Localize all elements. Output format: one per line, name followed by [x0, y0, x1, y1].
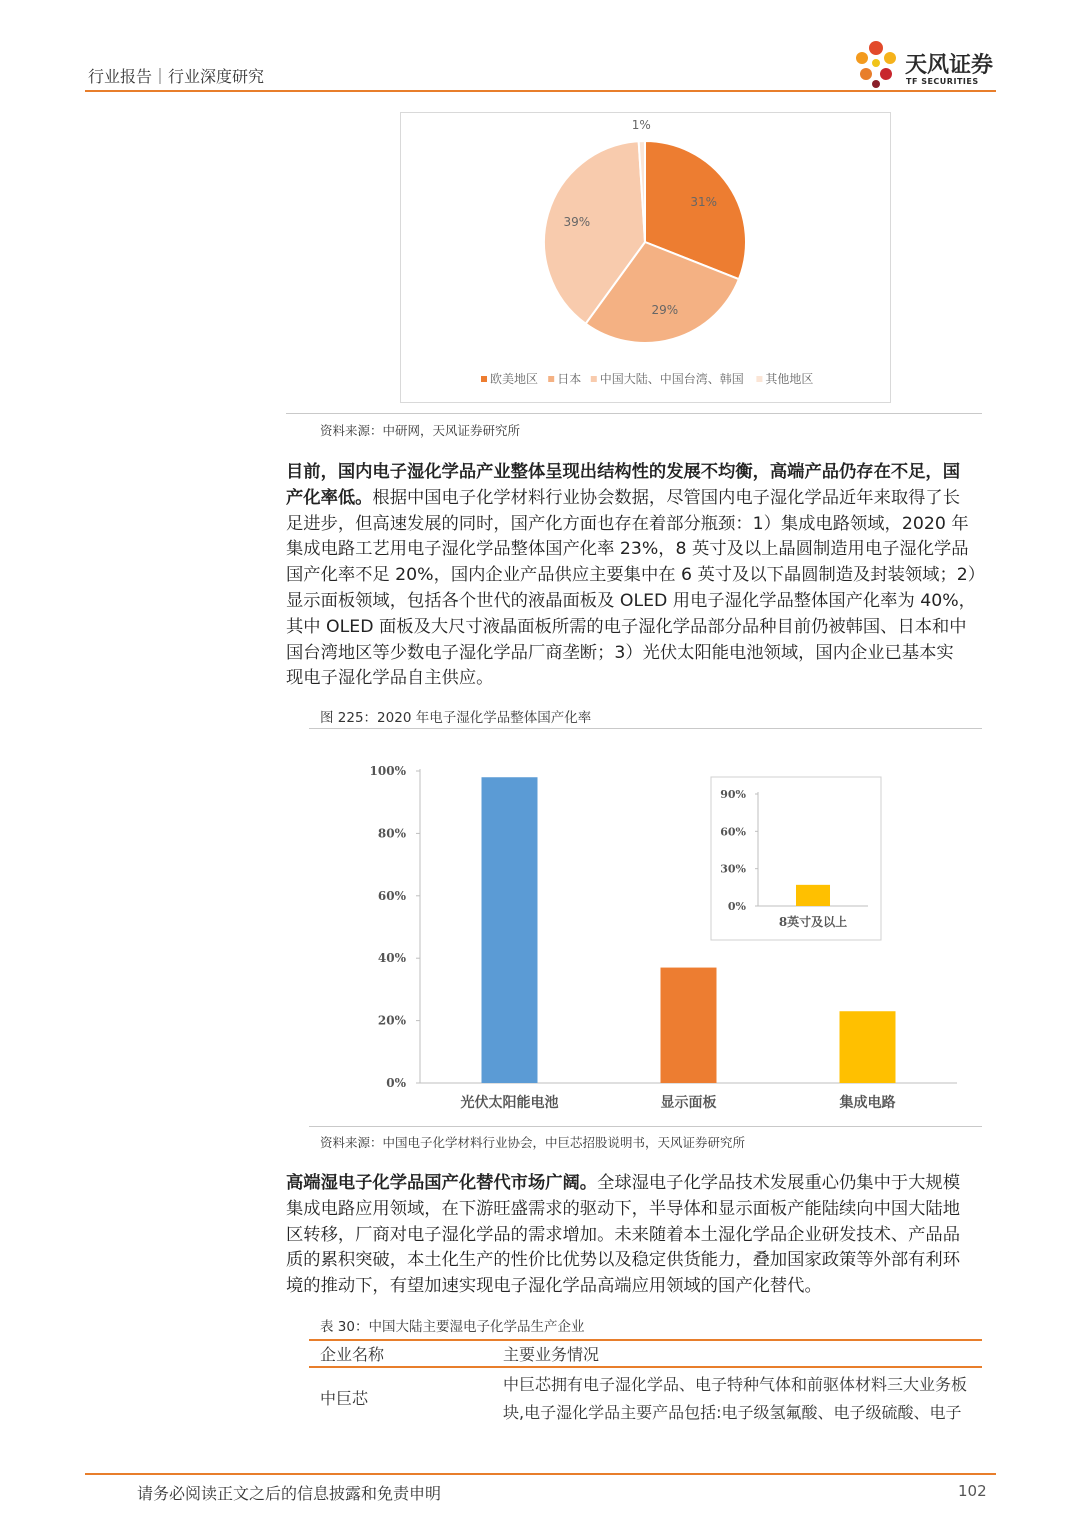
inset-bar	[796, 885, 830, 906]
header-section-label: 行业报告｜行业深度研究	[88, 67, 265, 86]
bar-source-note: 资料来源：中国电子化学材料行业协会，中巨芯招股说明书，天风证券研究所	[320, 1135, 746, 1150]
legend-swatch	[591, 376, 597, 382]
table-top-rule	[309, 1339, 982, 1341]
figure-top-rule	[309, 728, 982, 729]
pie-source-note: 资料来源：中研网，天风证券研究所	[320, 423, 521, 438]
y-tick-label: 40%	[377, 951, 406, 966]
bar-chart	[320, 745, 980, 1125]
legend-swatch	[548, 376, 554, 382]
table-cell-business-line: 中巨芯拥有电子湿化学品、电子特种气体和前驱体材料三大业务板	[503, 1375, 968, 1394]
paragraph-substitution-market	[286, 1171, 996, 1300]
legend-label: 其他地区	[765, 372, 814, 386]
pie-data-label: 29%	[651, 303, 679, 318]
figure-bottom-rule	[286, 413, 982, 414]
page-number: 102	[958, 1482, 987, 1500]
figure-bottom-rule	[309, 1126, 982, 1127]
figure-title: 图 225：2020 年电子湿化学品整体国产化率	[320, 710, 592, 726]
legend-swatch	[481, 376, 487, 382]
text-line: 现电子湿化学品自主供应。	[286, 668, 494, 689]
paragraph-domestic-status	[286, 460, 996, 692]
text-line: 集成电路工艺用电子湿化学品整体国产化率 23%，8 英寸及以上晶圆制造用电子湿化学品	[286, 539, 969, 560]
bar	[840, 1011, 896, 1083]
footer-disclaimer: 请务必阅读正文之后的信息披露和免责申明	[137, 1484, 442, 1503]
inset-y-tick-label: 60%	[720, 825, 746, 839]
legend-label: 欧美地区	[490, 372, 539, 386]
text-line: 目前，国内电子湿化学品产业整体呈现出结构性的发展不均衡，高端产品仍存在不足，国	[286, 462, 960, 482]
x-tick-label: 显示面板	[660, 1095, 717, 1111]
legend-label: 日本	[557, 372, 582, 386]
text-line: 显示面板领域，包括各个世代的液晶面板及 OLED 用电子湿化学品整体国产化率为 40%，	[286, 590, 976, 611]
pie-data-label: 1%	[631, 118, 651, 133]
pie-data-label: 31%	[690, 195, 718, 210]
inset-y-tick-label: 30%	[720, 862, 746, 876]
pie-data-label: 39%	[563, 215, 591, 230]
legend-swatch	[756, 376, 762, 382]
text-line: 集成电路应用领域，在下游旺盛需求的驱动下，半导体和显示面板产能陆续向中国大陆地	[286, 1198, 960, 1219]
text-line: 其中 OLED 面板及大尺寸液晶面板所需的电子湿化学品部分品种目前仍被韩国、日本和中	[286, 616, 967, 637]
flower-logo-icon	[848, 36, 904, 92]
text-line: 区转移，厂商对电子湿化学品的需求增加。未来随着本土湿化学品企业研发技术、产品品	[286, 1224, 960, 1245]
bar	[661, 968, 717, 1083]
y-tick-label: 0%	[386, 1076, 406, 1090]
text-line: 高端湿电子化学品国产化替代市场广阔。全球湿电子化学品技术发展重心仍集中于大规模	[286, 1173, 960, 1193]
table-header-business: 主要业务情况	[503, 1345, 600, 1364]
inset-x-tick-label: 8英寸及以上	[778, 915, 848, 929]
pie-chart	[400, 112, 891, 403]
text-line: 国台湾地区等少数电子湿化学品厂商垄断；3）光伏太阳能电池领域，国内企业已基本实	[286, 642, 954, 663]
table-header-rule	[309, 1366, 982, 1368]
text-line: 足进步，但高速发展的同时，国产化方面也存在着部分瓶颈：1）集成电路领域，2020 年	[286, 513, 969, 534]
legend-label: 中国大陆、中国台湾、韩国	[599, 372, 744, 386]
x-tick-label: 光伏太阳能电池	[460, 1095, 559, 1111]
text-line: 产化率低。根据中国电子化学材料行业协会数据，尽管国内电子湿化学品近年来取得了长	[286, 487, 960, 508]
text-line: 境的推动下，有望加速实现电子湿化学品高端应用领域的国产化替代。	[286, 1276, 822, 1297]
y-tick-label: 100%	[369, 764, 406, 778]
text-line: 质的累积突破，本土化生产的性价比优势以及稳定供货能力，叠加国家政策等外部有利环	[286, 1250, 960, 1271]
footer-rule	[85, 1473, 996, 1475]
y-tick-label: 60%	[377, 888, 406, 903]
table-title: 表 30：中国大陆主要湿电子化学品生产企业	[320, 1319, 585, 1335]
bar	[482, 777, 538, 1083]
tf-securities-logo	[848, 36, 998, 92]
logo-chinese-text: 天风证券	[905, 53, 994, 78]
y-tick-label: 20%	[377, 1013, 406, 1028]
y-tick-label: 80%	[377, 826, 406, 841]
inset-y-tick-label: 90%	[720, 788, 746, 801]
table-cell-business-line: 块,电子湿化学品主要产品包括:电子级氢氟酸、电子级硫酸、电子	[503, 1403, 962, 1422]
table-cell-company-name: 中巨芯	[320, 1389, 369, 1408]
table-header-company: 企业名称	[320, 1345, 385, 1364]
inset-y-tick-label: 0%	[727, 900, 746, 913]
x-tick-label: 集成电路	[839, 1095, 896, 1111]
text-line: 国产化率不足 20%，国内企业产品供应主要集中在 6 英寸及以下晶圆制造及封装领域；2）	[286, 565, 986, 586]
logo-english-text: TF SECURITIES	[906, 77, 979, 86]
